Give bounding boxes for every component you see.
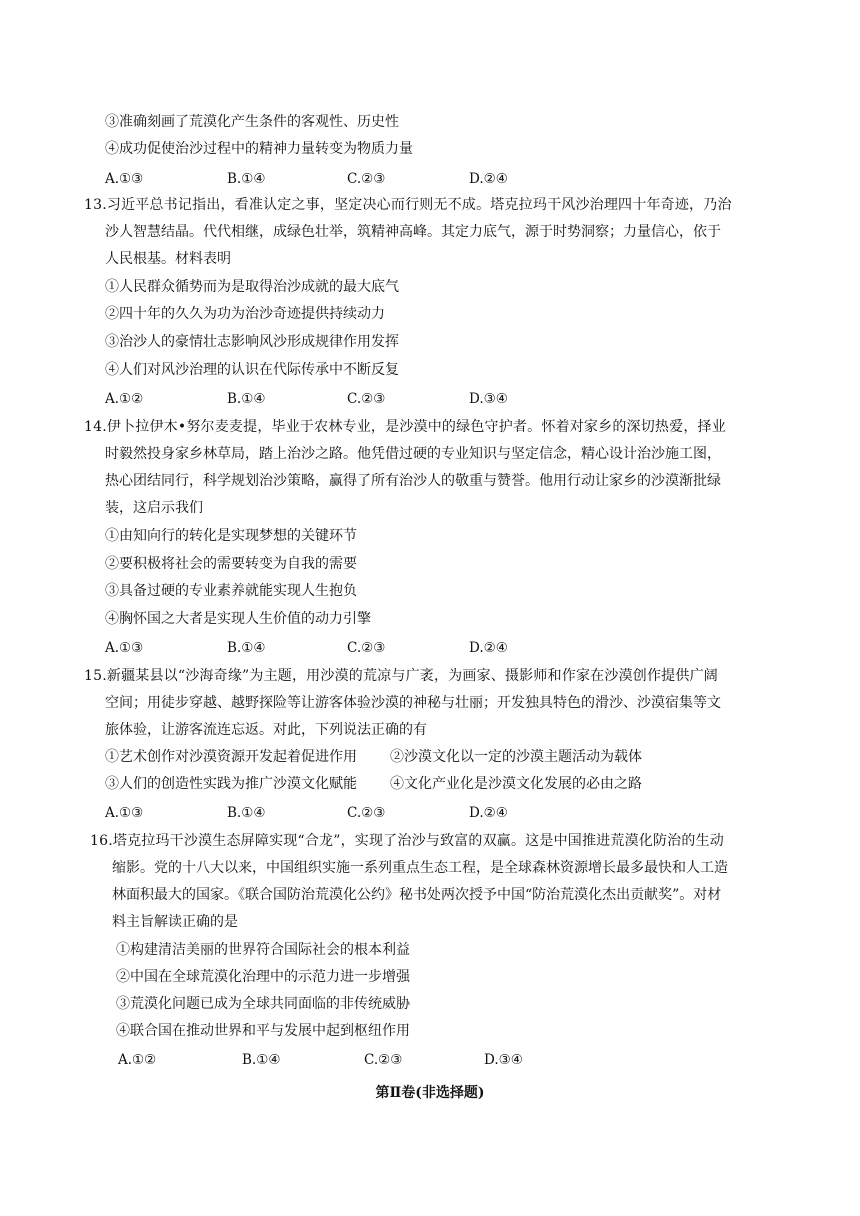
q16-statement-1: ①构建清洁美丽的世界符合国际社会的根本利益 (116, 942, 410, 958)
q12-option-b: B.①④ (227, 171, 266, 187)
q16-stem-line-2: 缩影。党的十八大以来，中国组织实施一系列重点生态工程，是全球森林资源增长最多最快和人工造 (112, 860, 728, 876)
q12-statement-4: ④成功促使治沙过程中的精神力量转变为物质力量 (105, 141, 413, 157)
q14-stem-line-1: 14.伊卜拉伊木•努尔麦麦提，毕业于农林专业，是沙漠中的绿色守护者。怀着对家乡的深切热爱，择业 (84, 419, 726, 435)
q13-option-a: A.①② (105, 391, 144, 407)
q13-option-b: B.①④ (227, 391, 266, 407)
q13-statement-1: ①人民群众循势而为是取得治沙成就的最大底气 (105, 279, 399, 295)
q16-option-d: D.③④ (484, 1052, 523, 1068)
q13-statement-4: ④人们对风沙治理的认识在代际传承中不断反复 (105, 362, 399, 378)
q13-stem-line-3: 人民根基。材料表明 (105, 251, 231, 267)
q15-option-d: D.②④ (469, 805, 508, 821)
q16-stem-line-3: 林面积最大的国家。《联合国防治荒漠化公约》秘书处两次授予中国“防治荒漠化杰出贡献奖”。对材 (112, 887, 722, 903)
q13-option-d: D.③④ (469, 391, 508, 407)
q15-option-c: C.②③ (347, 805, 386, 821)
q14-statement-3: ③具备过硬的专业素养就能实现人生抱负 (105, 583, 357, 599)
q14-statement-2: ②要积极将社会的需要转变为自我的需要 (105, 556, 357, 572)
q16-option-c: C.②③ (364, 1052, 403, 1068)
q16-option-a: A.①② (118, 1052, 157, 1068)
q13-stem-line-1: 13.习近平总书记指出，看准认定之事，坚定决心而行则无不成。塔克拉玛干风沙治理四十年奇迹，乃治 (84, 197, 732, 213)
q14-option-c: C.②③ (347, 640, 386, 656)
q16-statement-4: ④联合国在推动世界和平与发展中起到枢纽作用 (116, 1023, 410, 1039)
q16-options (0, 1051, 700, 1069)
q15-statement-4: ④文化产业化是沙漠文化发展的必由之路 (390, 776, 642, 792)
section-title: 第Ⅱ卷(非选择题) (375, 1085, 485, 1101)
q14-option-d: D.②④ (469, 640, 508, 656)
q15-option-a: A.①③ (105, 805, 144, 821)
q12-option-d: D.②④ (469, 171, 508, 187)
q13-options (0, 390, 700, 408)
q16-option-b: B.①④ (242, 1052, 281, 1068)
q12-option-c: C.②③ (347, 171, 386, 187)
q14-statement-4: ④胸怀国之大者是实现人生价值的动力引擎 (105, 611, 371, 627)
q16-statement-2: ②中国在全球荒漠化治理中的示范力进一步增强 (116, 969, 410, 985)
q14-option-a: A.①③ (105, 640, 144, 656)
q14-statement-1: ①由知向行的转化是实现梦想的关键环节 (105, 528, 357, 544)
q14-stem-line-2: 时毅然投身家乡林草局，踏上治沙之路。他凭借过硬的专业知识与坚定信念，精心设计治沙施工图， (105, 446, 721, 462)
q12-statement-3: ③准确刻画了荒漠化产生条件的客观性、历史性 (105, 114, 399, 130)
q12-option-a: A.①③ (105, 171, 144, 187)
q15-stem-line-1: 15.新疆某县以“沙海奇缘”为主题，用沙漠的荒凉与广袤，为画家、摄影师和作家在沙漠创作提供广阔 (84, 668, 718, 684)
q15-statement-3: ③人们的创造性实践为推广沙漠文化赋能 (105, 776, 357, 792)
q15-statement-2: ②沙漠文化以一定的沙漠主题活动为载体 (390, 749, 642, 765)
q14-stem-line-3: 热心团结同行，科学规划治沙策略，赢得了所有治沙人的敬重与赞誉。他用行动让家乡的沙漠渐批绿 (105, 473, 721, 489)
q13-statement-3: ③治沙人的豪情壮志影响风沙形成规律作用发挥 (105, 334, 399, 350)
q13-statement-2: ②四十年的久久为功为治沙奇迹提供持续动力 (105, 306, 385, 322)
q13-stem-line-2: 沙人智慧结晶。代代相继，成绿色壮举，筑精神高峰。其定力底气，源于时势洞察；力量信心，依于 (105, 224, 721, 240)
q16-stem-line-1: 16.塔克拉玛干沙漠生态屏障实现“合龙”，实现了治沙与致富的双赢。这是中国推进荒漠化防治的生动 (90, 833, 724, 849)
q15-options (0, 804, 700, 822)
q16-statement-3: ③荒漠化问题已成为全球共同面临的非传统威胁 (116, 996, 410, 1012)
q15-stem-line-3: 旅体验，让游客流连忘返。对此，下列说法正确的有 (105, 722, 427, 738)
q15-option-b: B.①④ (227, 805, 266, 821)
q15-statement-1: ①艺术创作对沙漠资源开发起着促进作用 (105, 749, 357, 765)
q16-stem-line-4: 料主旨解读正确的是 (112, 914, 238, 930)
q12-options (0, 170, 700, 188)
q14-option-b: B.①④ (227, 640, 266, 656)
q14-stem-line-4: 装，这启示我们 (105, 500, 203, 516)
q13-option-c: C.②③ (347, 391, 386, 407)
q14-options (0, 639, 700, 657)
q15-stem-line-2: 空间；用徒步穿越、越野探险等让游客体验沙漠的神秘与壮丽；开发独具特色的滑沙、沙漠宿集等文 (105, 695, 721, 711)
